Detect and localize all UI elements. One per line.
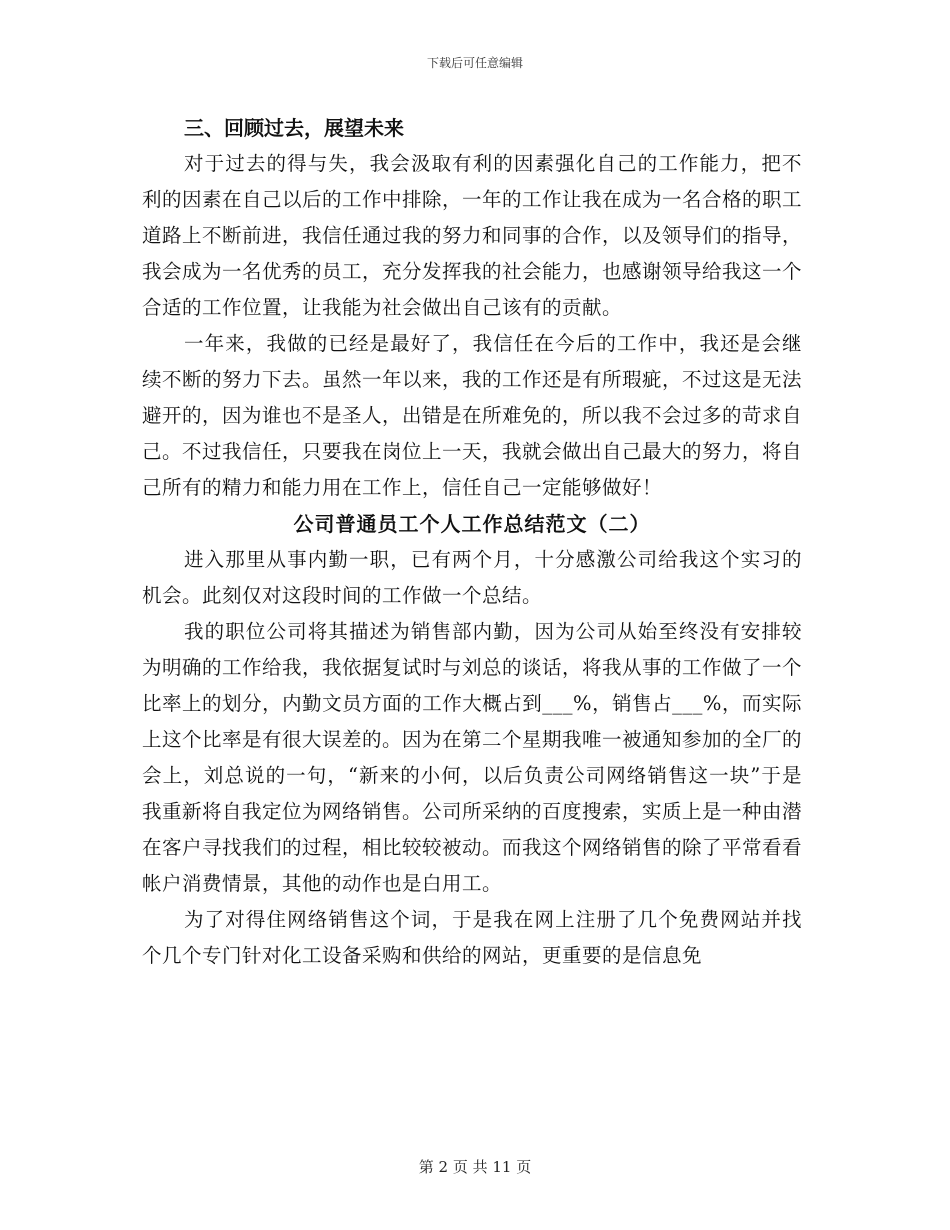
document-body bbox=[142, 110, 802, 974]
page-header: 下载后可任意编辑 bbox=[426, 56, 523, 70]
paragraph: 为了对得住网络销售这个词，于是我在网上注册了几个免费网站并找个几个专门针对化工设备采购和供给的网站，更重要的是信息免 bbox=[142, 908, 802, 967]
section-heading: 三、回顾过去，展望未来 bbox=[184, 116, 404, 140]
paragraph: 我的职位公司将其描述为销售部内勤，因为公司从始至终没有安排较为明确的工作给我，我依据复试时与刘总的谈话，将我从事的工作做了一个比率上的划分，内勤文员方面的工作大概占到___%，销售占___%，而实际上这个比率是有很大误差的。因为在第二个星期我唯一被通知参加的全厂的会上，刘总说的一句，“新来的小何，以后负责公司网络销售这一块”于是我重新将自我定位为网络销售。公司所采纳的百度搜索，实质上是一种由潜在客户寻找我们的过程，相比较较被动。而我这个网络销售的除了平常看看帐户消费情景，其他的动作也是白用工。 bbox=[142, 620, 803, 895]
paragraph: 进入那里从事内勤一职，已有两个月，十分感激公司给我这个实习的机会。此刻仅对这段时间的工作做一个总结。 bbox=[142, 548, 802, 607]
paragraph: 对于过去的得与失，我会汲取有利的因素强化自己的工作能力，把不利的因素在自己以后的工作中排除，一年的工作让我在成为一名合格的职工道路上不断前进，我信任通过我的努力和同事的合作，以及领导们的指导，我会成为一名优秀的员工，充分发挥我的社会能力，也感谢领导给我这一个合适的工作位置，让我能为社会做出自己该有的贡献。 bbox=[142, 152, 803, 319]
paragraph: 一年来，我做的已经是最好了，我信任在今后的工作中，我还是会继续不断的努力下去。虽然一年以来，我的工作还是有所瑕疵，不过这是无法避开的，因为谁也不是圣人，出错是在所难免的，所以我不会过多的苛求自己。不过我信任，只要我在岗位上一天，我就会做出自己最大的努力，将自己所有的精力和能力用在工作上，信任自己一定能够做好！ bbox=[142, 332, 803, 499]
page-number: 第 2 页 共 11 页 bbox=[418, 1158, 532, 1176]
article-title: 公司普通员工个人工作总结范文（二） bbox=[293, 512, 651, 536]
